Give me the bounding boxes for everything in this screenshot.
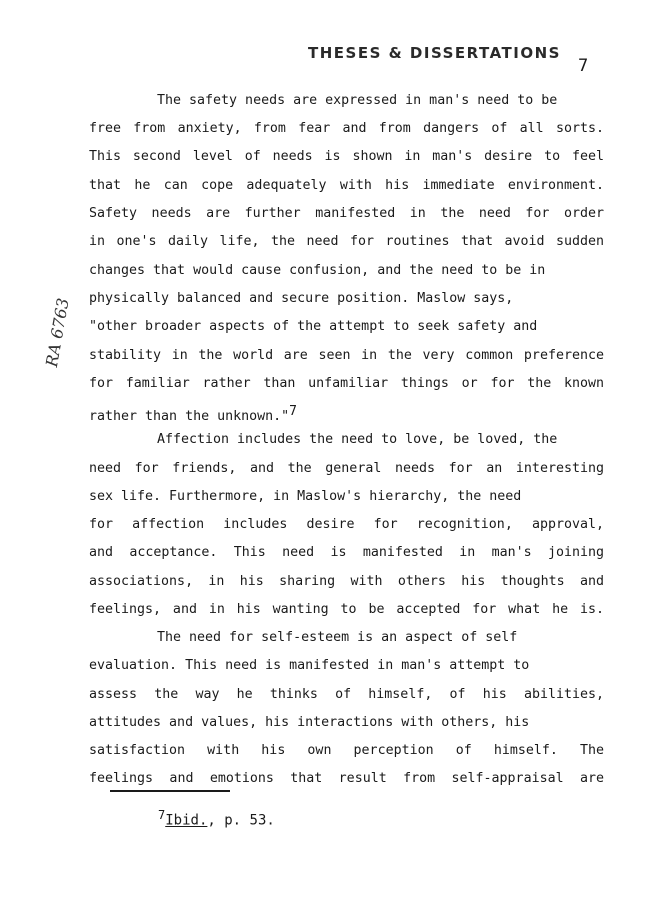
paragraph-line: The need for self-esteem is an aspect of self xyxy=(157,630,518,645)
footnote-source: Ibid. xyxy=(165,812,208,829)
paragraph-line: feelings and emotions that result from self-appraisal are xyxy=(89,771,604,786)
paragraph-line: sex life. Furthermore, in Maslow's hierarchy, the need xyxy=(89,489,522,504)
paragraph-line: Safety needs are further manifested in the need for order xyxy=(89,206,604,221)
footnote xyxy=(158,808,275,829)
paragraph-line: need for friends, and the general needs for an interesting xyxy=(89,461,604,476)
paragraph-line: changes that would cause confusion, and the need to be in xyxy=(89,263,546,278)
margin-handwriting: RA 6763 xyxy=(42,296,73,369)
paragraph-line: free from anxiety, from fear and from dangers of all sorts. xyxy=(89,121,604,136)
footnote-number: 7 xyxy=(158,808,166,822)
paragraph-line: in one's daily life, the need for routines that avoid sudden xyxy=(89,234,604,249)
footnote-marker: 7 xyxy=(289,404,297,419)
paragraph-line: physically balanced and secure position. Maslow says, xyxy=(89,291,514,306)
paragraph-line: Affection includes the need to love, be loved, the xyxy=(157,432,558,447)
footnote-divider xyxy=(110,790,230,792)
paragraph-line: that he can cope adequately with his immediate environment. xyxy=(89,178,604,193)
archive-stamp: THESES & DISSERTATIONS xyxy=(308,44,561,62)
line-text: rather than the unknown." xyxy=(89,409,290,424)
paragraph-line: stability in the world are seen in the very common preference xyxy=(89,348,604,363)
paragraph-line: feelings, and in his wanting to be accepted for what he is. xyxy=(89,602,604,617)
paragraph-line: "other broader aspects of the attempt to seek safety and xyxy=(89,319,538,334)
paragraph-line: assess the way he thinks of himself, of his abilities, xyxy=(89,687,604,702)
paragraph-line: associations, in his sharing with others his thoughts and xyxy=(89,574,604,589)
paragraph-line: for affection includes desire for recognition, approval, xyxy=(89,517,604,532)
paragraph-line: attitudes and values, his interactions with others, his xyxy=(89,715,530,730)
page-number: 7 xyxy=(578,56,589,76)
paragraph-line xyxy=(89,403,297,426)
paragraph-line: The safety needs are expressed in man's need to be xyxy=(157,93,558,108)
paragraph-line: This second level of needs is shown in man's desire to feel xyxy=(89,149,604,164)
paragraph-line: evaluation. This need is manifested in man's attempt to xyxy=(89,658,530,673)
footnote-page-ref: , p. 53. xyxy=(207,812,275,829)
paragraph-line: for familiar rather than unfamiliar things or for the known xyxy=(89,376,604,391)
paragraph-line: satisfaction with his own perception of himself. The xyxy=(89,743,604,758)
paragraph-line: and acceptance. This need is manifested in man's joining xyxy=(89,545,604,560)
